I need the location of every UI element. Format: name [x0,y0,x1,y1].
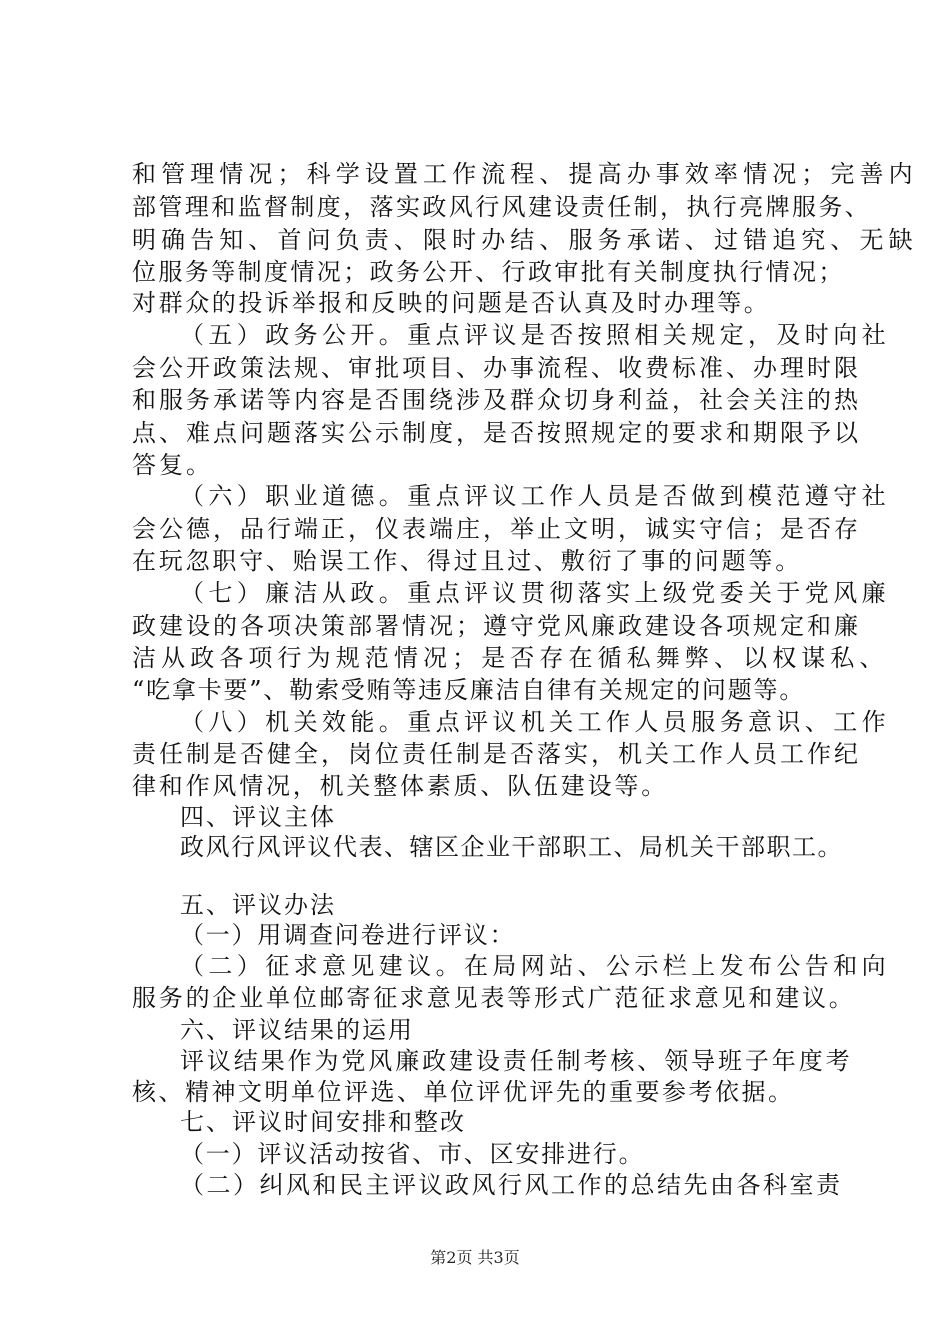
body-line: 和服务承诺等内容是否围绕涉及群众切身利益，社会关注的热 [132,385,861,414]
body-line: （七）廉洁从政。重点评议贯彻落实上级党委关于党风廉 [180,578,890,607]
section-heading: 七、评议时间安排和整改 [180,1108,466,1137]
body-line: 核、精神文明单位评选、单位评优评先的重要参考依据。 [132,1078,795,1107]
section-heading: 六、评议结果的运用 [180,1015,414,1044]
body-line: （二）纠风和民主评议政风行风工作的总结先由各科室责 [180,1171,843,1199]
body-line: 洁从政各项行为规范情况；是否存在循私舞弊、以权谋私、 [132,643,889,672]
page-number-footer: 第2页 共3页 [430,1248,520,1267]
body-line: 点、难点问题落实公示制度，是否按照规定的要求和期限予以 [132,418,861,447]
section-heading: 五、评议办法 [180,891,336,920]
body-line: 答复。 [132,450,213,479]
body-line: 服务的企业单位邮寄征求意见表等形式广范征求意见和建议。 [132,984,856,1013]
body-line: （六）职业道德。重点评议工作人员是否做到模范遵守社 [180,482,890,511]
body-line: （一）评议活动按省、市、区安排进行。 [180,1139,645,1168]
body-line: 明确告知、首问负责、限时办结、服务承诺、过错追究、无缺 [132,226,918,254]
body-line: （五）政务公开。重点评议是否按照相关规定，及时向社 [180,320,890,349]
body-line: （二）征求意见建议。在局网站、公示栏上发布公告和向 [180,952,890,981]
body-line: 位服务等制度情况；政务公开、行政审批有关制度执行情况； [132,258,845,287]
body-line: 会公德，品行端正，仪表端庄，举止文明，诚实守信；是否存 [132,515,861,544]
body-line: “吃拿卡要”、勒索受贿等违反廉洁自律有关规定的问题等。 [132,675,806,704]
body-line: 会公开政策法规、审批项目、办事流程、收费标准、办理时限 [132,353,861,382]
body-line: 对群众的投诉举报和反映的问题是否认真及时办理等。 [132,289,771,318]
body-line: 政风行风评议代表、辖区企业干部职工、局机关干部职工。 [180,833,843,862]
body-line: 在玩忽职守、贻误工作、得过且过、敷衍了事的问题等。 [132,547,802,576]
body-line: 政建设的各项决策部署情况；遵守党风廉政建设各项规定和廉 [132,611,861,640]
body-line: 评议结果作为党风廉政建设责任制考核、领导班子年度考 [180,1046,853,1075]
body-line: 责任制是否健全，岗位责任制是否落实，机关工作人员工作纪 [132,740,861,769]
body-line: 律和作风情况，机关整体素质、队伍建设等。 [132,772,668,801]
section-heading: 四、评议主体 [180,802,336,831]
body-line: （八）机关效能。重点评议机关工作人员服务意识、工作 [180,708,890,737]
body-line: （一）用调查问卷进行评议： [180,920,516,949]
body-line: 部管理和监督制度，落实政风行风建设责任制，执行亮牌服务、 [132,193,872,221]
body-line: 和管理情况；科学设置工作流程、提高办事效率情况；完善内 [132,160,918,188]
